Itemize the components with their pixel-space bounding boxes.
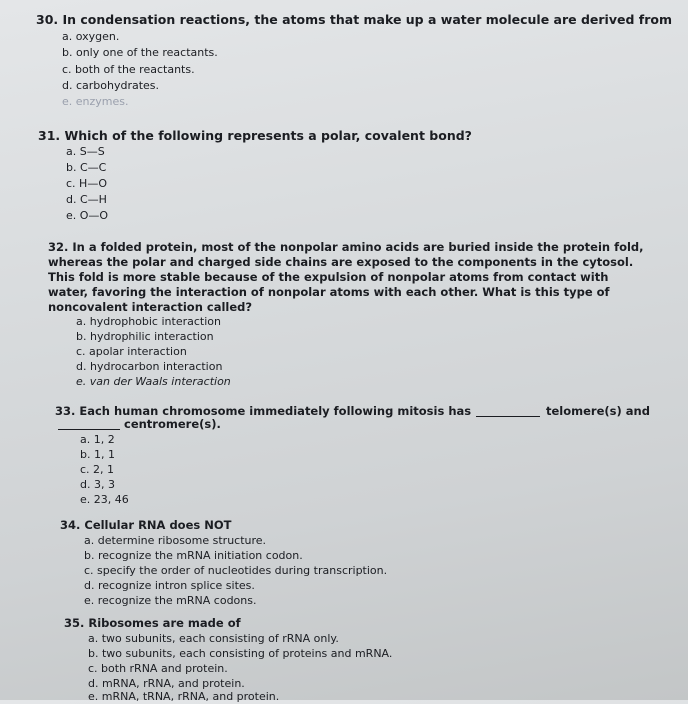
question-34-option-d: d. recognize intron splice sites. bbox=[84, 579, 255, 592]
question-34-stem: 34. Cellular RNA does NOT bbox=[60, 518, 232, 532]
question-32-stem-line-5: noncovalent interaction called? bbox=[48, 300, 253, 314]
question-30-option-d: d. carbohydrates. bbox=[62, 79, 160, 92]
question-35-stem: 35. Ribosomes are made of bbox=[64, 616, 241, 630]
question-30-stem: 30. In condensation reactions, the atoms that make up a water molecule are derived from bbox=[36, 12, 672, 27]
question-31-stem: 31. Which of the following represents a polar, covalent bond? bbox=[38, 128, 472, 143]
question-35-option-e: e. mRNA, tRNA, rRNA, and protein. bbox=[88, 690, 280, 703]
question-32-stem-line-4: water, favoring the interaction of nonpolar atoms with each other. What is this type of bbox=[48, 285, 610, 299]
question-34-option-e: e. recognize the mRNA codons. bbox=[84, 594, 257, 607]
question-32-stem-line-1: 32. In a folded protein, most of the nonpolar amino acids are buried inside the protein fold, bbox=[48, 240, 644, 254]
question-32-option-a: a. hydrophobic interaction bbox=[76, 315, 221, 328]
question-33-stem-part-3: centromere(s). bbox=[124, 417, 221, 431]
question-32-option-d: d. hydrocarbon interaction bbox=[76, 360, 223, 373]
question-34-option-a: a. determine ribosome structure. bbox=[84, 534, 267, 547]
question-33-option-b: b. 1, 1 bbox=[80, 448, 115, 461]
question-33-blank-telomeres bbox=[476, 406, 540, 417]
question-33-option-d: d. 3, 3 bbox=[80, 478, 115, 491]
question-32-stem-line-2: whereas the polar and charged side chains are exposed to the components in the cytosol. bbox=[48, 255, 634, 269]
question-34-option-c: c. specify the order of nucleotides during transcription. bbox=[84, 564, 388, 577]
question-35-option-a: a. two subunits, each consisting of rRNA only. bbox=[88, 632, 339, 645]
question-30-option-b: b. only one of the reactants. bbox=[62, 46, 218, 59]
question-33-blank-centromeres bbox=[58, 419, 120, 430]
question-31-option-b: b. C—C bbox=[66, 161, 107, 174]
question-33-option-e: e. 23, 46 bbox=[80, 493, 129, 506]
question-33-stem-part-1: 33. Each human chromosome immediately following mitosis has bbox=[55, 404, 472, 418]
question-34-option-b: b. recognize the mRNA initiation codon. bbox=[84, 549, 303, 562]
question-31-option-a: a. S—S bbox=[66, 145, 105, 158]
question-33-stem-part-2: telomere(s) and bbox=[546, 404, 650, 418]
question-32-option-c: c. apolar interaction bbox=[76, 345, 187, 358]
question-32-stem-line-3: This fold is more stable because of the expulsion of nonpolar atoms from contact with bbox=[48, 270, 609, 284]
question-35-option-b: b. two subunits, each consisting of proteins and mRNA. bbox=[88, 647, 393, 660]
question-30-option-e: e. enzymes. bbox=[62, 95, 129, 108]
question-30-option-a: a. oxygen. bbox=[62, 30, 120, 43]
question-31-option-c: c. H—O bbox=[66, 177, 107, 190]
question-35-option-c: c. both rRNA and protein. bbox=[88, 662, 228, 675]
question-32-option-b: b. hydrophilic interaction bbox=[76, 330, 214, 343]
question-33-option-c: c. 2, 1 bbox=[80, 463, 115, 476]
question-31-option-e: e. O—O bbox=[66, 209, 109, 222]
question-32-option-e: e. van der Waals interaction bbox=[76, 375, 231, 388]
question-31-option-d: d. C—H bbox=[66, 193, 107, 206]
question-33-option-a: a. 1, 2 bbox=[80, 433, 115, 446]
question-35-option-d: d. mRNA, rRNA, and protein. bbox=[88, 677, 245, 690]
question-30-option-c: c. both of the reactants. bbox=[62, 63, 195, 76]
